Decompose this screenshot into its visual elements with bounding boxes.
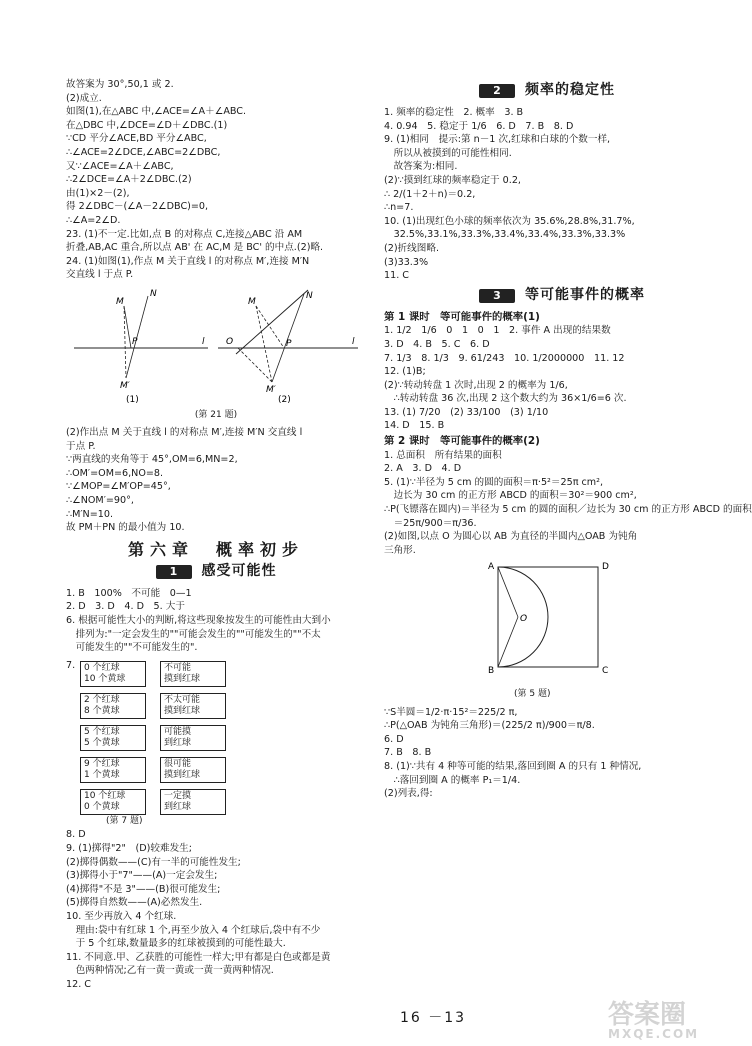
section-1-header — [66, 563, 366, 581]
segment-bo — [498, 617, 518, 667]
text-line: ∴∠A=2∠D. — [66, 214, 121, 226]
label-m-prime-2: M′ — [266, 384, 276, 395]
label-n: N — [150, 288, 157, 299]
text-line: 故 PM＋PN 的最小值为 10. — [66, 522, 185, 534]
text-line: 所以从被摸到的可能性相同. — [384, 147, 512, 159]
sub-caption-2: (2) — [278, 394, 291, 405]
text-line: (2)∵转动转盘 1 次时,出现 2 的概率为 1/6, — [384, 379, 568, 391]
q7-label: 7. — [66, 659, 76, 671]
right-column — [384, 78, 752, 801]
watermark-line-2: MXQE.COM — [608, 1027, 700, 1041]
section-1-answers — [66, 587, 366, 655]
after-figure-5 — [384, 706, 700, 801]
text-line: ∴∠ACE=2∠DCE,∠ABC=2∠DBC, — [66, 146, 221, 158]
q7-left-box: 5 个红球 5 个黄球 — [80, 725, 146, 751]
section-2-badge: 2 — [479, 84, 515, 98]
segment-ao — [498, 567, 518, 617]
label-m: M — [116, 296, 124, 307]
text-line: 7. 1/3 8. 1/3 9. 61/243 10. 1/2000000 11. 12 — [384, 352, 625, 364]
figure-5-diagram — [484, 561, 614, 683]
section-1-tail — [66, 828, 366, 991]
text-line: ∵S半圆＝1/2·π·15²＝225/2 π, — [384, 706, 518, 718]
text-line: ∵两直线的夹角等于 45°,OM=6,MN=2, — [66, 454, 238, 466]
q7-matching — [80, 661, 216, 815]
text-line: 色两种情况;乙有一黄一黄或一黄一黄两种情况. — [66, 965, 274, 977]
text-line: ∴2∠DCE=∠A＋2∠DBC.(2) — [66, 174, 192, 186]
text-line: 9. (1)相同 提示:第 n－1 次,红球和白球的个数一样, — [384, 134, 611, 146]
q7-right-box: 一定摸 到红球 — [160, 789, 226, 815]
section-1-title: 感受可能性 — [201, 563, 277, 580]
text-line: (2)折线图略. — [384, 242, 440, 254]
text-line: 5. (1)∵半径为 5 cm 的圆的面积＝π·5²＝25π cm², — [384, 476, 604, 488]
text-line: 13. (1) 7/20 (2) 33/100 (3) 1/10 — [384, 406, 549, 418]
label-l: l — [202, 336, 205, 347]
text-line: ＝25π/900＝π/36. — [384, 517, 477, 529]
text-line: 1. 1/2 1/6 0 1 0 1 2. 事件 A 出现的结果数 — [384, 325, 611, 337]
text-line: (2)掷得偶数——(C)有一半的可能性发生; — [66, 856, 241, 868]
text-line: 故答案为 30°,50,1 或 2. — [66, 79, 174, 90]
watermark-line-1: 答案圈 — [608, 1000, 687, 1030]
text-line: 9. (1)掷得"2" (D)较难发生; — [66, 843, 192, 854]
text-line: ∵∠MOP=∠M′OP=45°, — [66, 481, 171, 493]
label-o: O — [520, 614, 528, 625]
label-p: P — [132, 336, 138, 347]
left-column — [66, 78, 366, 992]
lesson-1-title: 第 1 课时 等可能事件的概率(1) — [384, 310, 540, 323]
segment-mm-2 — [256, 306, 272, 382]
text-line: 2. A 3. D 4. D — [384, 463, 462, 475]
figure-5-caption: (第 5 题) — [514, 689, 551, 699]
text-line: 如图(1),在△ABC 中,∠ACE=∠A＋∠ABC. — [66, 106, 247, 118]
text-line: 理由:袋中有红球 1 个,再至少放入 4 个红球后,袋中有不少 — [66, 924, 321, 936]
label-d: D — [602, 562, 609, 573]
text-line: 11. 不同意.甲、乙获胜的可能性一样大;甲有都是白色或都是黄 — [66, 951, 331, 963]
text-line: 折叠,AB,AC 重合,所以点 AB' 在 AC,M 是 BC' 的中点.(2)略. — [66, 242, 324, 254]
text-line: 排列为:"一定会发生的""可能会发生的""可能发生的""不太 — [66, 628, 321, 640]
text-line: (2)作出点 M 关于直线 l 的对称点 M′,连接 M′N 交直线 l — [66, 427, 303, 439]
text-line: ∴n=7. — [384, 202, 414, 214]
text-line: ∵CD 平分∠ACE,BD 平分∠ABC, — [66, 133, 207, 145]
text-line: 得 2∠DBC－(∠A－2∠DBC)=0, — [66, 201, 209, 213]
line-ray — [236, 290, 308, 354]
section-1-badge: 1 — [156, 565, 192, 579]
text-line: 又∵∠ACE=∠A＋∠ABC, — [66, 160, 174, 172]
section-2-answers — [384, 106, 700, 283]
text-line: 由(1)×2－(2), — [66, 187, 130, 199]
label-m-prime: M′ — [120, 380, 130, 391]
text-line: ∴M′N=10. — [66, 508, 114, 520]
label-c: C — [602, 666, 609, 677]
text-line: 在△DBC 中,∠DCE=∠D＋∠DBC.(1) — [66, 119, 228, 131]
watermark-logo — [608, 1002, 740, 1042]
text-line: 交直线 l 于点 P. — [66, 269, 134, 281]
text-line: ∴P(△OAB 为钝角三角形)＝(225/2 π)/900＝π/8. — [384, 720, 595, 732]
text-line: ∴OM′=OM=6,NO=8. — [66, 467, 164, 479]
text-line: 7. B 8. B — [384, 747, 432, 759]
text-line: 边长为 30 cm 的正方形 ABCD 的面积＝30²＝900 cm², — [384, 490, 637, 502]
q7-left-box: 2 个红球 8 个黄球 — [80, 693, 146, 719]
lesson-2-title: 第 2 课时 等可能事件的概率(2) — [384, 435, 540, 448]
q7-right-box: 很可能 摸到红球 — [160, 757, 226, 783]
label-o: O — [226, 336, 234, 347]
label-b: B — [488, 666, 495, 677]
text-line: ∴转动转盘 36 次,出现 2 这个数大约为 36×1/6=6 次. — [384, 393, 627, 405]
section-3-header — [384, 287, 700, 305]
figure-5 — [384, 561, 700, 701]
text-line: 2. D 3. D 4. D 5. 大于 — [66, 601, 185, 613]
text-line: 10. (1)出现红色小球的频率依次为 35.6%,28.8%,31.7%, — [384, 215, 635, 227]
text-line: 故答案为:相同. — [384, 161, 458, 173]
text-line: 于 5 个红球,数量最多的红球被摸到的可能性最大. — [66, 938, 286, 950]
section-3-title: 等可能事件的概率 — [525, 286, 645, 303]
label-l-2: l — [352, 336, 355, 347]
text-line: (4)掷得"不是 3"——(B)很可能发生; — [66, 883, 221, 895]
q7-right-box: 不太可能 摸到红球 — [160, 693, 226, 719]
text-line: (2)∵摸到红球的频率稳定于 0.2, — [384, 174, 521, 186]
text-line: 32.5%,33.1%,33.3%,33.4%,33.4%,33.3%,33.3% — [384, 229, 626, 241]
label-n-2: N — [306, 290, 313, 301]
figure-21-caption: (第 21 题) — [194, 409, 238, 420]
sub-caption-1: (1) — [126, 394, 139, 405]
text-line: 于点 P. — [66, 440, 96, 452]
text-line: 12. (1)B; — [384, 366, 426, 378]
segment-om — [238, 348, 272, 382]
text-line: 3. D 4. B 5. C 6. D — [384, 338, 490, 350]
q7-right-box: 可能摸 到红球 — [160, 725, 226, 751]
text-line: 11. C — [384, 270, 410, 282]
figure-21-diagram — [66, 286, 366, 404]
q7-left-box: 9 个红球 1 个黄球 — [80, 757, 146, 783]
text-line: (3)掷得小于"7"——(A)一定会发生; — [66, 870, 218, 882]
q7-left-box: 0 个红球 10 个黄球 — [80, 661, 146, 687]
lesson-2-answers — [384, 449, 752, 558]
text-line: ∴ 2/(1＋2＋n)＝0.2, — [384, 188, 476, 200]
text-line: ∴P(飞镖落在圆内)＝半径为 5 cm 的圆的面积／边长为 30 cm 的正方形 ABCD 的面积 — [384, 504, 752, 516]
text-line: ∴∠NOM′=90°, — [66, 495, 134, 507]
text-line: 1. 频率的稳定性 2. 概率 3. B — [384, 107, 524, 118]
text-line: 1. 总面积 所有结果的面积 — [384, 449, 502, 461]
text-line: 三角形. — [384, 544, 416, 556]
section-2-header — [384, 82, 700, 100]
text-line: 12. C — [66, 978, 92, 990]
text-line: 10. 至少再放入 4 个红球. — [66, 910, 177, 922]
text-line: 1. B 100% 不可能 0—1 — [66, 587, 192, 599]
text-line: 14. D 15. B — [384, 420, 445, 432]
q7-right-box: 不可能 摸到红球 — [160, 661, 226, 687]
text-line: (2)列表,得: — [384, 788, 433, 800]
label-p-2: P — [286, 338, 292, 349]
figure-21 — [66, 286, 366, 422]
lesson-1-answers — [384, 324, 700, 433]
figure-7-caption: (第 7 题) — [106, 815, 143, 826]
label-a: A — [488, 562, 495, 573]
text-line: (2)如图,以点 O 为圆心以 AB 为直径的半圆内△OAB 为钝角 — [384, 531, 638, 543]
text-line: 24. (1)如图(1),作点 M 关于直线 l 的对称点 M′,连接 M′N — [66, 255, 310, 267]
answers-after-fig — [66, 426, 366, 535]
label-m-2: M — [248, 296, 256, 307]
text-line: 6. 根据可能性大小的判断,将这些现象按发生的可能性由大到小 — [66, 615, 331, 627]
q7-left-box: 10 个红球 0 个黄球 — [80, 789, 146, 815]
text-line: 可能发生的""不可能发生的". — [66, 642, 198, 654]
text-line: (3)33.3% — [384, 256, 429, 268]
answers-top — [66, 78, 366, 282]
text-line: (5)掷得自然数——(A)必然发生. — [66, 897, 203, 909]
text-line: 8. D — [66, 829, 86, 841]
chapter-title: 第六章 概率初步 — [127, 539, 304, 559]
section-2-title: 频率的稳定性 — [525, 82, 615, 99]
text-line: 6. D — [384, 733, 404, 745]
q7-block — [66, 659, 366, 815]
text-line: 23. (1)不一定.比如,点 B 的对称点 C,连接△ABC 沿 AM — [66, 228, 303, 240]
text-line: 8. (1)∵共有 4 种等可能的结果,落回到圈 A 的只有 1 种情况, — [384, 760, 642, 772]
page-number: 16 －13 — [400, 1010, 467, 1026]
text-line: 4. 0.94 5. 稳定于 1/6 6. D 7. B 8. D — [384, 120, 574, 132]
section-3-badge: 3 — [479, 289, 515, 303]
text-line: (2)成立. — [66, 92, 102, 104]
text-line: ∴落回到圈 A 的概率 P₁＝1/4. — [384, 774, 521, 786]
